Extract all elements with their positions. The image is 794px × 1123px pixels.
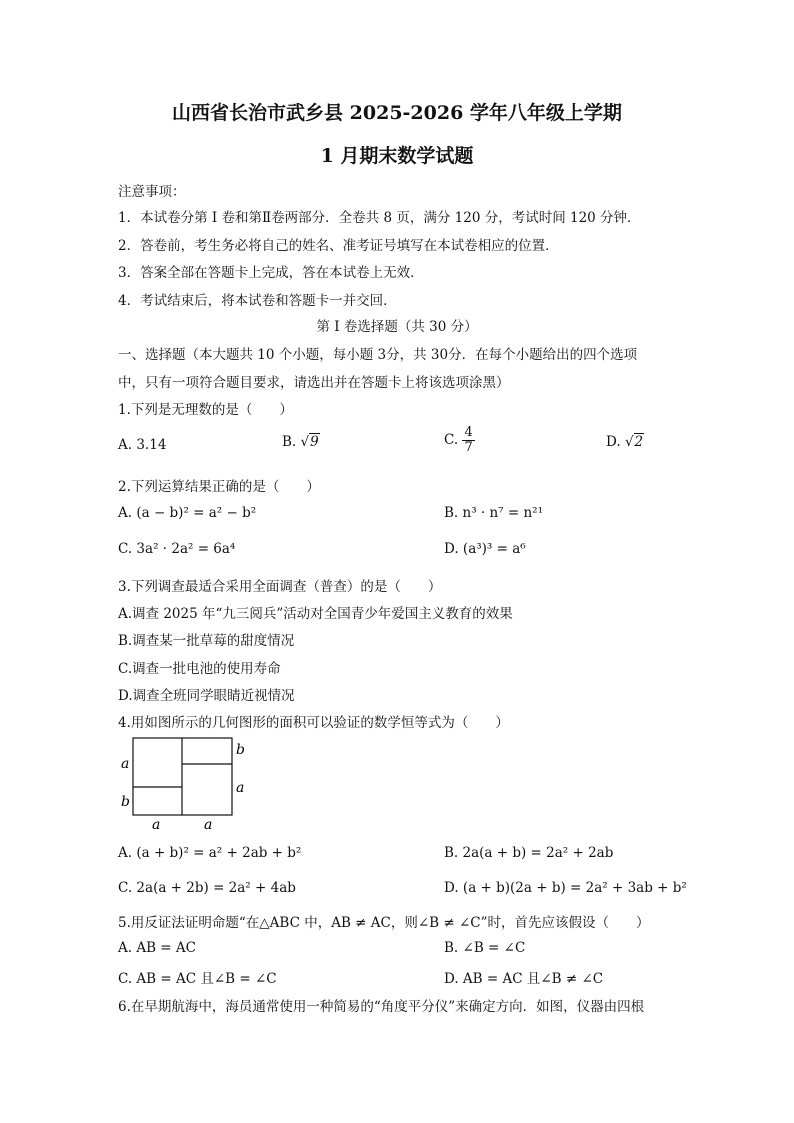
q5-option-d: D. AB = AC 且∠B ≠ ∠C — [444, 971, 604, 987]
q6-stem: 6.在早期航海中，海员通常使用一种简易的“角度平分仪”来确定方向．如图，仪器由四根 — [118, 999, 645, 1015]
sqrt-symbol: √2 — [624, 434, 644, 450]
q1-option-d — [606, 434, 644, 450]
q1-option-c-denominator: 7 — [464, 440, 473, 455]
fraction — [462, 426, 474, 455]
page-title-line2: 1 月期末数学试题 — [320, 145, 474, 167]
q1-option-c — [444, 426, 475, 455]
q2-option-d: D. (a³)³ = a⁶ — [444, 541, 526, 557]
q3-option-a: A.调查 2025 年“九三阅兵”活动对全国青少年爱国主义教育的效果 — [118, 606, 513, 622]
q1-option-a — [118, 437, 166, 453]
q1-option-d-radicand: 2 — [634, 434, 644, 450]
q3-option-d: D.调查全班同学眼睛近视情况 — [118, 688, 295, 704]
q5-option-a: A. AB = AC — [118, 940, 196, 956]
q3-stem: 3.下列调查最适合采用全面调查（普查）的是（ ） — [118, 579, 442, 595]
q5-stem: 5.用反证法证明命题“在△ABC 中，AB ≠ AC，则∠B ≠ ∠C”时，首先应该假设（ ） — [118, 915, 650, 931]
label-left-bottom: b — [121, 794, 130, 810]
label-bottom-right: a — [204, 817, 213, 833]
q2-option-a: A. (a − b)² = a² − b² — [118, 505, 257, 521]
q4-option-c: C. 2a(a + 2b) = 2a² + 4ab — [118, 880, 296, 896]
q1-option-d-prefix: D. — [606, 434, 625, 450]
section-instructions-line1: 一、选择题（本大题共 10 个小题，每小题 3分，共 30分．在每个小题给出的四个选项 — [118, 347, 638, 363]
q1-option-a-prefix: A. — [118, 437, 137, 453]
notice-item-4: 4．考试结束后，将本试卷和答题卡一并交回． — [118, 293, 397, 309]
q1-option-b-radicand: 9 — [310, 434, 319, 450]
q1-option-b — [282, 434, 320, 450]
notice-item-2: 2．答卷前，考生务必将自己的姓名、准考证号填写在本试卷相应的位置． — [118, 238, 559, 254]
section-instructions-line2: 中，只有一项符合题目要求，请选出并在答题卡上将该选项涂黑） — [118, 375, 510, 391]
q4-option-a: A. (a + b)² = a² + 2ab + b² — [118, 845, 302, 861]
q1-stem: 1.下列是无理数的是（ ） — [118, 402, 293, 418]
q4-rectangle-figure — [114, 734, 254, 834]
label-left-top: a — [121, 756, 130, 772]
q1-option-b-prefix: B. — [282, 434, 301, 450]
label-right-mid: a — [236, 780, 245, 796]
q3-option-b: B.调查某一批草莓的甜度情况 — [118, 633, 295, 649]
q4-option-b: B. 2a(a + b) = 2a² + 2ab — [444, 845, 614, 861]
notice-item-1: 1．本试卷分第 I 卷和第Ⅱ卷两部分．全卷共 8 页，满分 120 分，考试时间 120 分钟． — [118, 210, 641, 226]
q3-option-c: C.调查一批电池的使用寿命 — [118, 661, 281, 677]
q5-option-c: C. AB = AC 且∠B = ∠C — [118, 971, 277, 987]
label-right-top: b — [236, 742, 245, 758]
q5-option-b: B. ∠B = ∠C — [444, 940, 526, 956]
q4-stem: 4.用如图所示的几何图形的面积可以验证的数学恒等式为（ ） — [118, 715, 509, 731]
page-title-line1: 山西省长治市武乡县 2025-2026 学年八年级上学期 — [172, 102, 622, 124]
sqrt-symbol: √9 — [300, 434, 319, 450]
notice-item-3: 3．答案全部在答题卡上完成，答在本试卷上无效． — [118, 265, 424, 281]
q1-option-c-numerator: 4 — [464, 425, 473, 440]
q1-option-c-prefix: C. — [444, 432, 463, 448]
q1-option-a-value: 3.14 — [136, 437, 167, 453]
q2-option-b: B. n³ · n⁷ = n²¹ — [444, 505, 544, 521]
q4-option-d: D. (a + b)(2a + b) = 2a² + 3ab + b² — [444, 880, 687, 896]
section-heading: 第 I 卷选择题（共 30 分） — [316, 319, 478, 335]
label-bottom-left: a — [152, 817, 161, 833]
q2-option-c: C. 3a² · 2a² = 6a⁴ — [118, 541, 236, 557]
notice-heading: 注意事项： — [118, 184, 186, 200]
q2-stem: 2.下列运算结果正确的是（ ） — [118, 479, 320, 495]
